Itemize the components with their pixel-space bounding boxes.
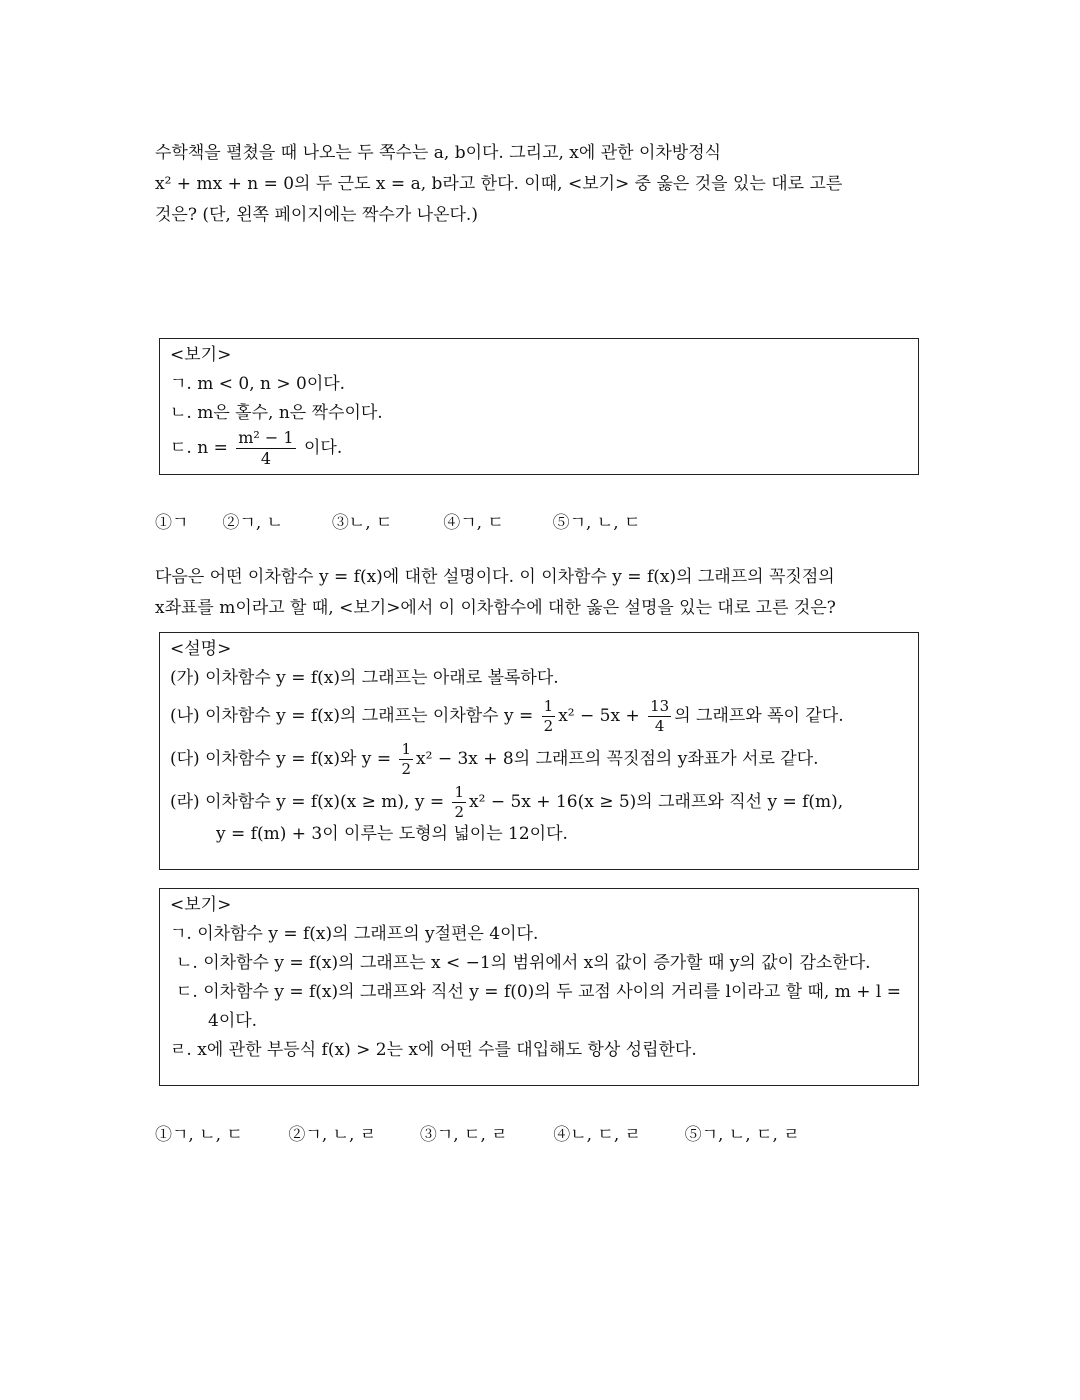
fraction-numerator: 1 bbox=[543, 697, 554, 715]
problem1-bogi-box bbox=[159, 338, 919, 475]
desc-na bbox=[170, 699, 908, 734]
fraction-numerator: 1 bbox=[401, 740, 412, 758]
fraction-denominator: 2 bbox=[401, 760, 412, 778]
bogi-item-d: ㄹ. x에 관한 부등식 f(x) > 2는 x에 어떤 수를 대입해도 항상 성립한다. bbox=[170, 1040, 697, 1060]
choice-2[interactable]: ②ㄱ, ㄴ, ㄹ bbox=[288, 1125, 377, 1145]
problem1-line3: 것은? (단, 왼쪽 페이지에는 짝수가 나온다.) bbox=[155, 205, 478, 225]
problem2-line2: x좌표를 m이라고 할 때, <보기>에서 이 이차함수에 대한 옳은 설명을 있는 대로 고른 것은? bbox=[155, 598, 836, 618]
problem2-choices bbox=[155, 1120, 800, 1145]
choice-1[interactable]: ①ㄱ bbox=[155, 513, 189, 533]
bogi-item-b: ㄴ. 이차함수 y = f(x)의 그래프는 x < −1의 범위에서 x의 값이 증가할 때 y의 값이 감소한다. bbox=[176, 953, 871, 973]
problem1-line1: 수학책을 펼쳤을 때 나오는 두 쪽수는 a, b이다. 그리고, x에 관한 이차방정식 bbox=[155, 143, 722, 163]
bogi-item-c-prefix: ㄷ. n = bbox=[170, 438, 228, 458]
fraction-denominator: 2 bbox=[454, 803, 465, 821]
fraction bbox=[648, 699, 671, 734]
choice-1[interactable]: ①ㄱ, ㄴ, ㄷ bbox=[155, 1125, 243, 1145]
desc-ra bbox=[170, 785, 908, 820]
problem2-line1: 다음은 어떤 이차함수 y = f(x)에 대한 설명이다. 이 이차함수 y = f(x)의 그래프의 꼭짓점의 bbox=[155, 567, 835, 587]
choice-4[interactable]: ④ㄴ, ㄷ, ㄹ bbox=[553, 1125, 642, 1145]
bogi-item-a: ㄱ. m < 0, n > 0이다. bbox=[170, 374, 346, 394]
desc-na-suffix: 의 그래프와 폭이 같다. bbox=[674, 706, 844, 726]
fraction bbox=[452, 785, 466, 820]
choice-5[interactable]: ⑤ㄱ, ㄴ, ㄷ bbox=[552, 513, 641, 533]
desc-title: <설명> bbox=[170, 639, 232, 659]
problem1-line2: x² + mx + n = 0의 두 근도 x = a, b라고 한다. 이때, <보기> 중 옳은 것을 있는 대로 고른 bbox=[155, 174, 843, 194]
fraction-numerator: 13 bbox=[650, 697, 670, 715]
fraction-denominator: 2 bbox=[543, 717, 554, 735]
choice-5[interactable]: ⑤ㄱ, ㄴ, ㄷ, ㄹ bbox=[684, 1125, 800, 1145]
desc-ra-prefix: (라) 이차함수 y = f(x)(x ≥ m), y = bbox=[170, 792, 445, 812]
choice-3[interactable]: ③ㄱ, ㄷ, ㄹ bbox=[419, 1125, 508, 1145]
desc-da bbox=[170, 742, 908, 777]
desc-ra-line2: y = f(m) + 3이 이루는 도형의 넓이는 12이다. bbox=[216, 824, 568, 844]
bogi-title: <보기> bbox=[170, 895, 232, 915]
choice-4[interactable]: ④ㄱ, ㄷ bbox=[443, 513, 504, 533]
problem2-description-box bbox=[159, 632, 919, 870]
problem2-stem bbox=[155, 562, 925, 624]
fraction bbox=[542, 699, 556, 734]
bogi-item-c: ㄷ. 이차함수 y = f(x)의 그래프와 직선 y = f(0)의 두 교점 사이의 거리를 l이라고 할 때, m + l = 4이다. bbox=[176, 982, 901, 1031]
fraction-numerator: m² − 1 bbox=[238, 428, 294, 447]
desc-na-prefix: (나) 이차함수 y = f(x)의 그래프는 이차함수 y = bbox=[170, 706, 534, 726]
desc-na-mid: x² − 5x + bbox=[558, 706, 640, 726]
bogi-item-b: ㄴ. m은 홀수, n은 짝수이다. bbox=[170, 403, 383, 423]
desc-ra-suffix: x² − 5x + 16(x ≥ 5)의 그래프와 직선 y = f(m), bbox=[469, 792, 844, 812]
bogi-title: <보기> bbox=[170, 345, 232, 365]
desc-da-prefix: (다) 이차함수 y = f(x)와 y = bbox=[170, 749, 392, 769]
fraction-denominator: 4 bbox=[654, 717, 665, 735]
problem1-stem bbox=[155, 138, 925, 231]
desc-da-suffix: x² − 3x + 8의 그래프의 꼭짓점의 y좌표가 서로 같다. bbox=[416, 749, 819, 769]
bogi-item-a: ㄱ. 이차함수 y = f(x)의 그래프의 y절편은 4이다. bbox=[170, 924, 539, 944]
fraction-numerator: 1 bbox=[454, 783, 465, 801]
choice-2[interactable]: ②ㄱ, ㄴ bbox=[222, 513, 284, 533]
fraction-denominator: 4 bbox=[260, 449, 271, 468]
bogi-item-c-suffix: 이다. bbox=[303, 438, 343, 458]
fraction bbox=[236, 430, 295, 467]
problem2-bogi-box bbox=[159, 888, 919, 1086]
fraction bbox=[399, 742, 413, 777]
choice-3[interactable]: ③ㄴ, ㄷ bbox=[331, 513, 393, 533]
problem1-choices bbox=[155, 508, 641, 533]
desc-ga: (가) 이차함수 y = f(x)의 그래프는 아래로 볼록하다. bbox=[170, 668, 559, 688]
bogi-item-c bbox=[170, 430, 908, 467]
